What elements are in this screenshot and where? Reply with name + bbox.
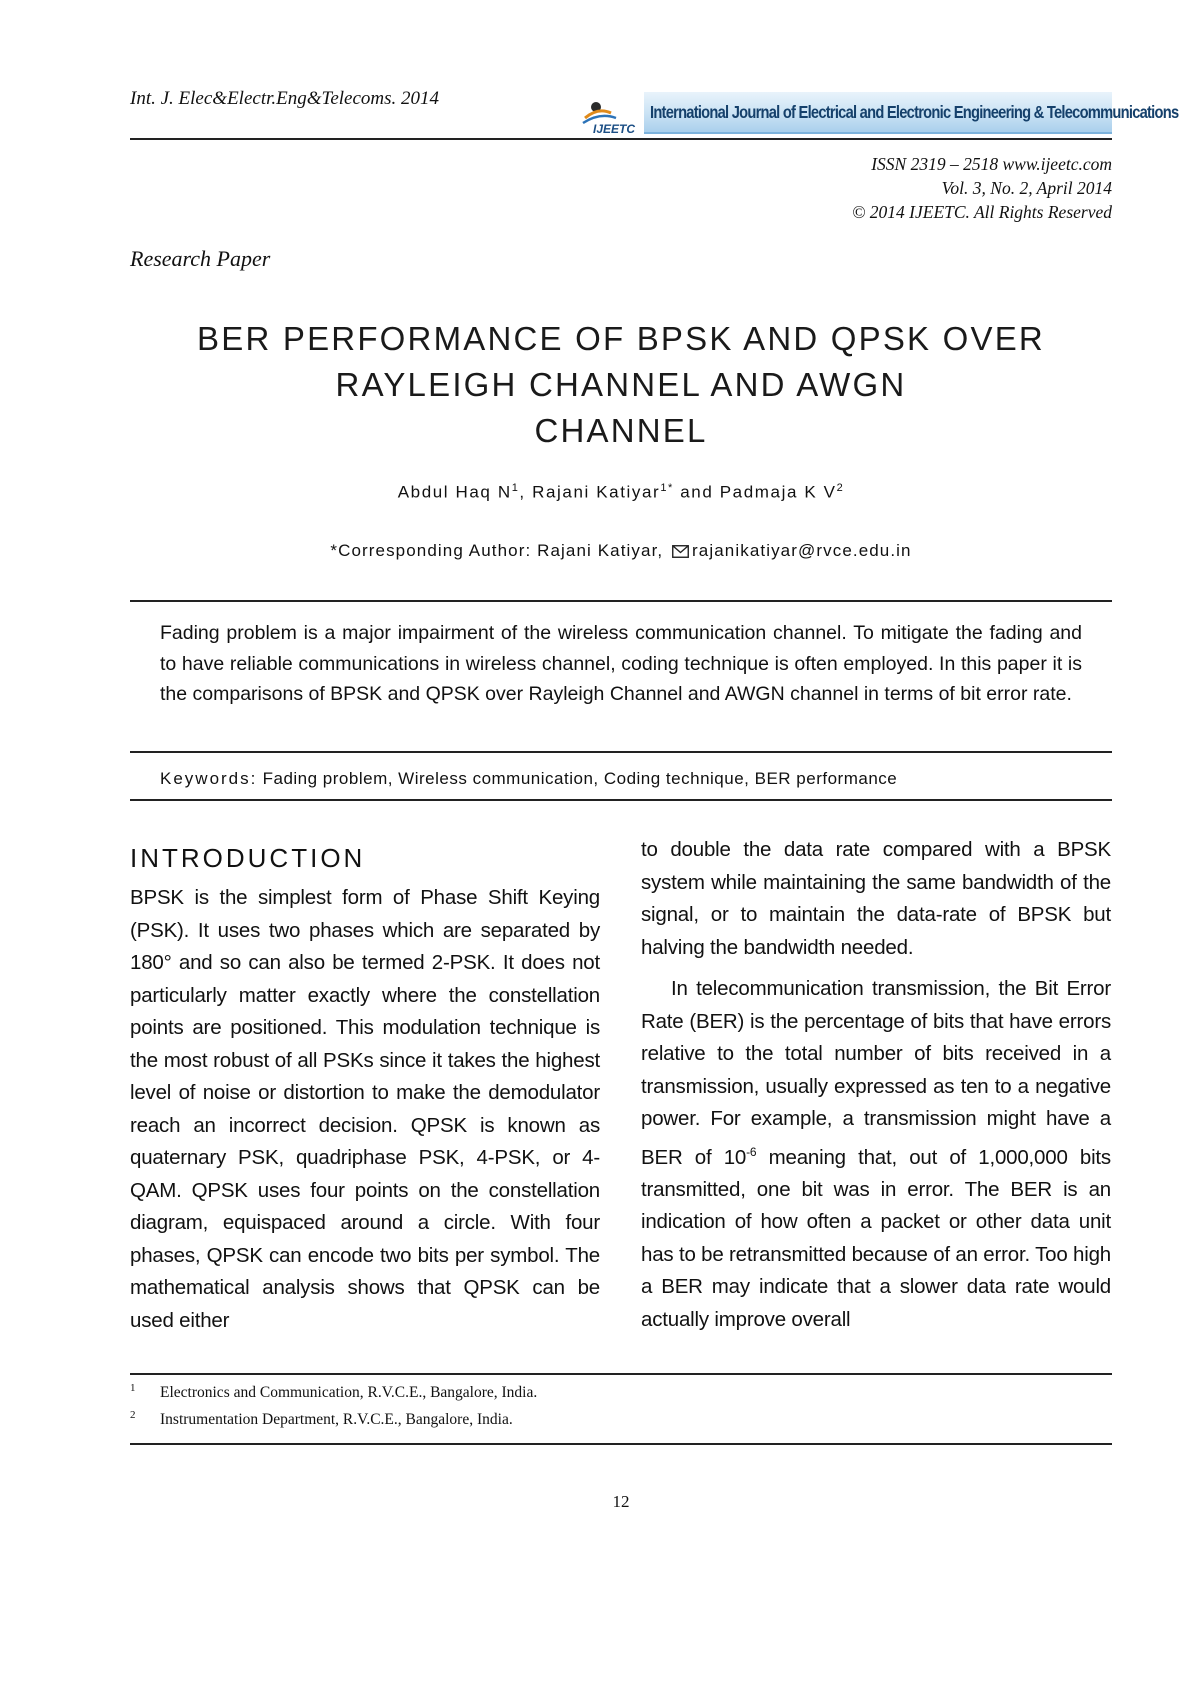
author-separator: and	[673, 482, 720, 502]
footnote-number: 1	[130, 1382, 136, 1394]
title-line: BER PERFORMANCE OF BPSK AND QPSK OVER	[197, 320, 1045, 357]
envelope-icon	[672, 545, 689, 558]
author-separator: ,	[519, 482, 533, 502]
body-text: In telecommunication transmission, the Bit Error Rate (BER) is the percentage of bits that have errors relative to the total number of bits received in a transmission, usually expressed as ten to a negative power. For example, a transmission might have a BER of 10	[641, 977, 1111, 1169]
author-affiliation-mark: 2	[836, 482, 845, 494]
exponent: -6	[746, 1144, 757, 1159]
header-rule	[130, 138, 1112, 140]
title-line: CHANNEL	[534, 412, 708, 449]
body-column-right	[641, 834, 1111, 1336]
title-line: RAYLEIGH CHANNEL AND AWGN	[335, 366, 907, 403]
journal-citation: Int. J. Elec&Electr.Eng&Telecoms. 2014	[130, 88, 440, 109]
rights-line: © 2014 IJEETC. All Rights Reserved	[852, 202, 1112, 222]
footnote-text: Instrumentation Department, R.V.C.E., Bangalore, India.	[160, 1411, 513, 1429]
author-name: Padmaja K V	[719, 482, 837, 502]
journal-banner	[578, 92, 1179, 136]
keywords-rule	[130, 799, 1112, 801]
footnote	[130, 1382, 537, 1402]
footnote	[130, 1409, 513, 1429]
body-paragraph: to double the data rate compared with a BPSK system while maintaining the same bandwidth of the signal, or to maintain the data-rate of BPSK but halving the bandwidth needed.	[641, 838, 1111, 959]
body-paragraph	[641, 973, 1111, 1336]
author-affiliation-mark: 1*	[660, 482, 674, 494]
body-paragraph: BPSK is the simplest form of Phase Shift Keying (PSK). It uses two phases which are separated by 180° and so can also be termed 2-PSK. It does not particularly matter exactly where the constellation points are positioned. This modulation technique is the most robust of all PSKs since it takes the highest level of noise or distortion to make the demodulator reach an incorrect decision. QPSK is known as quaternary PSK, quadriphase PSK, 4-PSK, or 4-QAM. QPSK uses four points on the constellation diagram, equispaced around a circle. With four phases, QPSK can encode two bits per symbol. The mathematical analysis shows that QPSK can be used either	[130, 886, 600, 1332]
volume-line: Vol. 3, No. 2, April 2014	[941, 178, 1112, 198]
corresponding-author	[130, 541, 1112, 561]
footnote-rule	[130, 1373, 1112, 1375]
author-name: Rajani Katiyar	[532, 482, 661, 502]
banner-band	[644, 92, 1179, 134]
page-number: 12	[612, 1492, 630, 1511]
footnote-number: 2	[130, 1409, 136, 1421]
publication-meta	[852, 152, 1112, 224]
keywords	[160, 769, 1090, 789]
logo-text: IJEETC	[593, 122, 636, 136]
author-email-link[interactable]: rajanikatiyar@rvce.edu.in	[692, 541, 912, 560]
keywords-text: Fading problem, Wireless communication, Coding technique, BER performance	[262, 769, 898, 788]
body-column-left	[130, 882, 600, 1337]
footer-rule	[130, 1443, 1112, 1445]
section-heading: INTRODUCTION	[130, 843, 366, 873]
keywords-label: Keywords:	[160, 769, 258, 788]
abstract-top-rule	[130, 600, 1112, 602]
issn-line: ISSN 2319 – 2518 www.ijeetc.com	[871, 154, 1112, 174]
abstract-bottom-rule	[130, 751, 1112, 753]
paper-title	[130, 316, 1112, 454]
ijeetc-logo-icon	[578, 96, 644, 136]
footnote-text: Electronics and Communication, R.V.C.E., Bangalore, India.	[160, 1384, 538, 1402]
author-list	[130, 482, 1112, 503]
paper-type: Research Paper	[130, 246, 271, 271]
abstract: Fading problem is a major impairment of the wireless communication channel. To mitigate the fading and to have reliable communications in wireless channel, coding technique is often employed. In this paper it is the comparisons of BPSK and QPSK over Rayleigh Channel and AWGN channel in terms of bit error rate.	[160, 622, 1082, 705]
author-affiliation-mark: 1	[511, 482, 520, 494]
author-name: Abdul Haq N	[397, 482, 512, 502]
corresponding-label: *Corresponding Author: Rajani Katiyar,	[330, 541, 664, 560]
body-text: meaning that, out of 1,000,000 bits transmitted, one bit was in error. The BER is an indication of how often a packet or other data unit has to be retransmitted because of an error. Too high a BER may indicate that a slower data rate would actually improve overall	[641, 1145, 1111, 1331]
banner-title: International Journal of Electrical and Electronic Engineering & Telecommunications	[650, 102, 1179, 122]
